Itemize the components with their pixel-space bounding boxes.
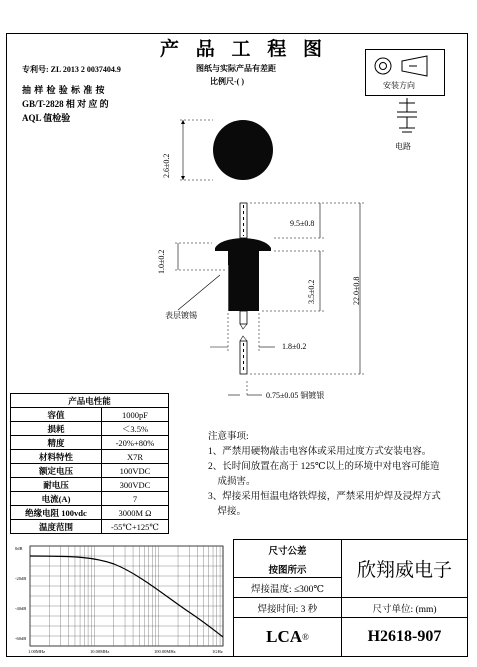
company-name: 欣翔威电子 — [342, 540, 467, 598]
dim-body-height: 3.5±0.2 — [307, 279, 316, 304]
inspection-line-2: GB/T-2828 相 对 应 的 — [22, 99, 109, 109]
note-line: 成损害。 — [208, 477, 256, 487]
table-row: 额定电压 100VDC — [11, 464, 169, 478]
note-line: 焊接。 — [208, 507, 247, 517]
table-row: 容值 1000pF — [11, 408, 169, 422]
svg-text:-60dB: -60dB — [15, 636, 27, 641]
svg-text:1.00MHz: 1.00MHz — [28, 649, 46, 654]
tolerance-title: 尺寸公差 — [234, 540, 342, 560]
frequency-response-graph — [14, 540, 229, 655]
note-line: 2、长时间放置在高于 125℃以上的环境中对电容可能造 — [208, 462, 440, 472]
inspection-line-1: 抽 样 检 验 标 准 按 — [22, 85, 106, 95]
table-row: 耐电压 300VDC — [11, 478, 169, 492]
table-row: 精度 -20%+80% — [11, 436, 169, 450]
coating-label: 表层镀锡 — [165, 311, 197, 320]
weld-time: 焊接时间: 3 秒 — [234, 598, 342, 618]
registered-mark: ® — [302, 632, 309, 642]
title-block — [233, 539, 468, 657]
note-line: 1、严禁用硬物敲击电容体或采用过度方式安装电容。 — [208, 447, 432, 457]
install-direction-label: 安装方向 — [383, 81, 415, 90]
svg-text:10.00MHz: 10.00MHz — [90, 649, 110, 654]
disc-top-view — [213, 120, 273, 180]
part-number: H2618-907 — [367, 628, 442, 645]
dim-disc-diameter: 2.6±0.2 — [162, 153, 171, 178]
weld-temperature: 焊接温度: ≤300℃ — [234, 578, 342, 598]
svg-text:-20dB: -20dB — [15, 576, 27, 581]
dim-body-diameter: 1.8±0.2 — [282, 342, 307, 351]
notes-section — [208, 430, 458, 520]
properties-table — [10, 393, 169, 534]
notes-heading: 注意事项: — [208, 432, 249, 442]
page-title: 产 品 工 程 图 — [160, 39, 329, 60]
brand-logo — [234, 618, 342, 656]
drawing-note: 图纸与实际产品有差距 — [196, 64, 276, 73]
dim-total-length: 22.0±0.8 — [352, 276, 361, 305]
properties-header: 产品电性能 — [11, 394, 169, 408]
table-row: 电流(A) 7 — [11, 492, 169, 506]
svg-text:-40dB: -40dB — [15, 606, 27, 611]
patent-number: 专利号: ZL 2013 2 0037404.9 — [22, 65, 121, 74]
inspection-line-3: AQL 值检验 — [22, 113, 71, 123]
component-drawing — [150, 105, 370, 405]
note-line: 3、焊接采用恒温电烙铁焊接，严禁采用炉焊及浸焊方式 — [208, 492, 441, 502]
svg-text:0dB: 0dB — [15, 546, 23, 551]
table-row: 绝缘电阻 100vdc 3000M Ω — [11, 506, 169, 520]
capacitor-symbol-icon — [390, 98, 424, 138]
table-row: 温度范围 -55℃+125℃ — [11, 520, 169, 534]
table-row: 材料特性 X7R — [11, 450, 169, 464]
svg-text:1GHz: 1GHz — [212, 649, 223, 654]
tolerance-sub: 按图所示 — [234, 560, 342, 578]
table-row: 损耗 ＜3.5% — [11, 422, 169, 436]
dim-top-lead: 9.5±0.8 — [290, 219, 315, 228]
svg-text:100.00MHz: 100.00MHz — [154, 649, 176, 654]
logo-text: LCA — [266, 627, 303, 646]
circuit-label: 电路 — [395, 142, 411, 151]
scale-note: 比例尺-( ) — [210, 77, 244, 86]
dim-lead-diameter: 0.75±0.05 铜镀银 — [266, 391, 325, 400]
unit-note: 尺寸单位: (mm) — [342, 598, 467, 618]
dim-cap-height: 1.0±0.2 — [157, 249, 166, 274]
